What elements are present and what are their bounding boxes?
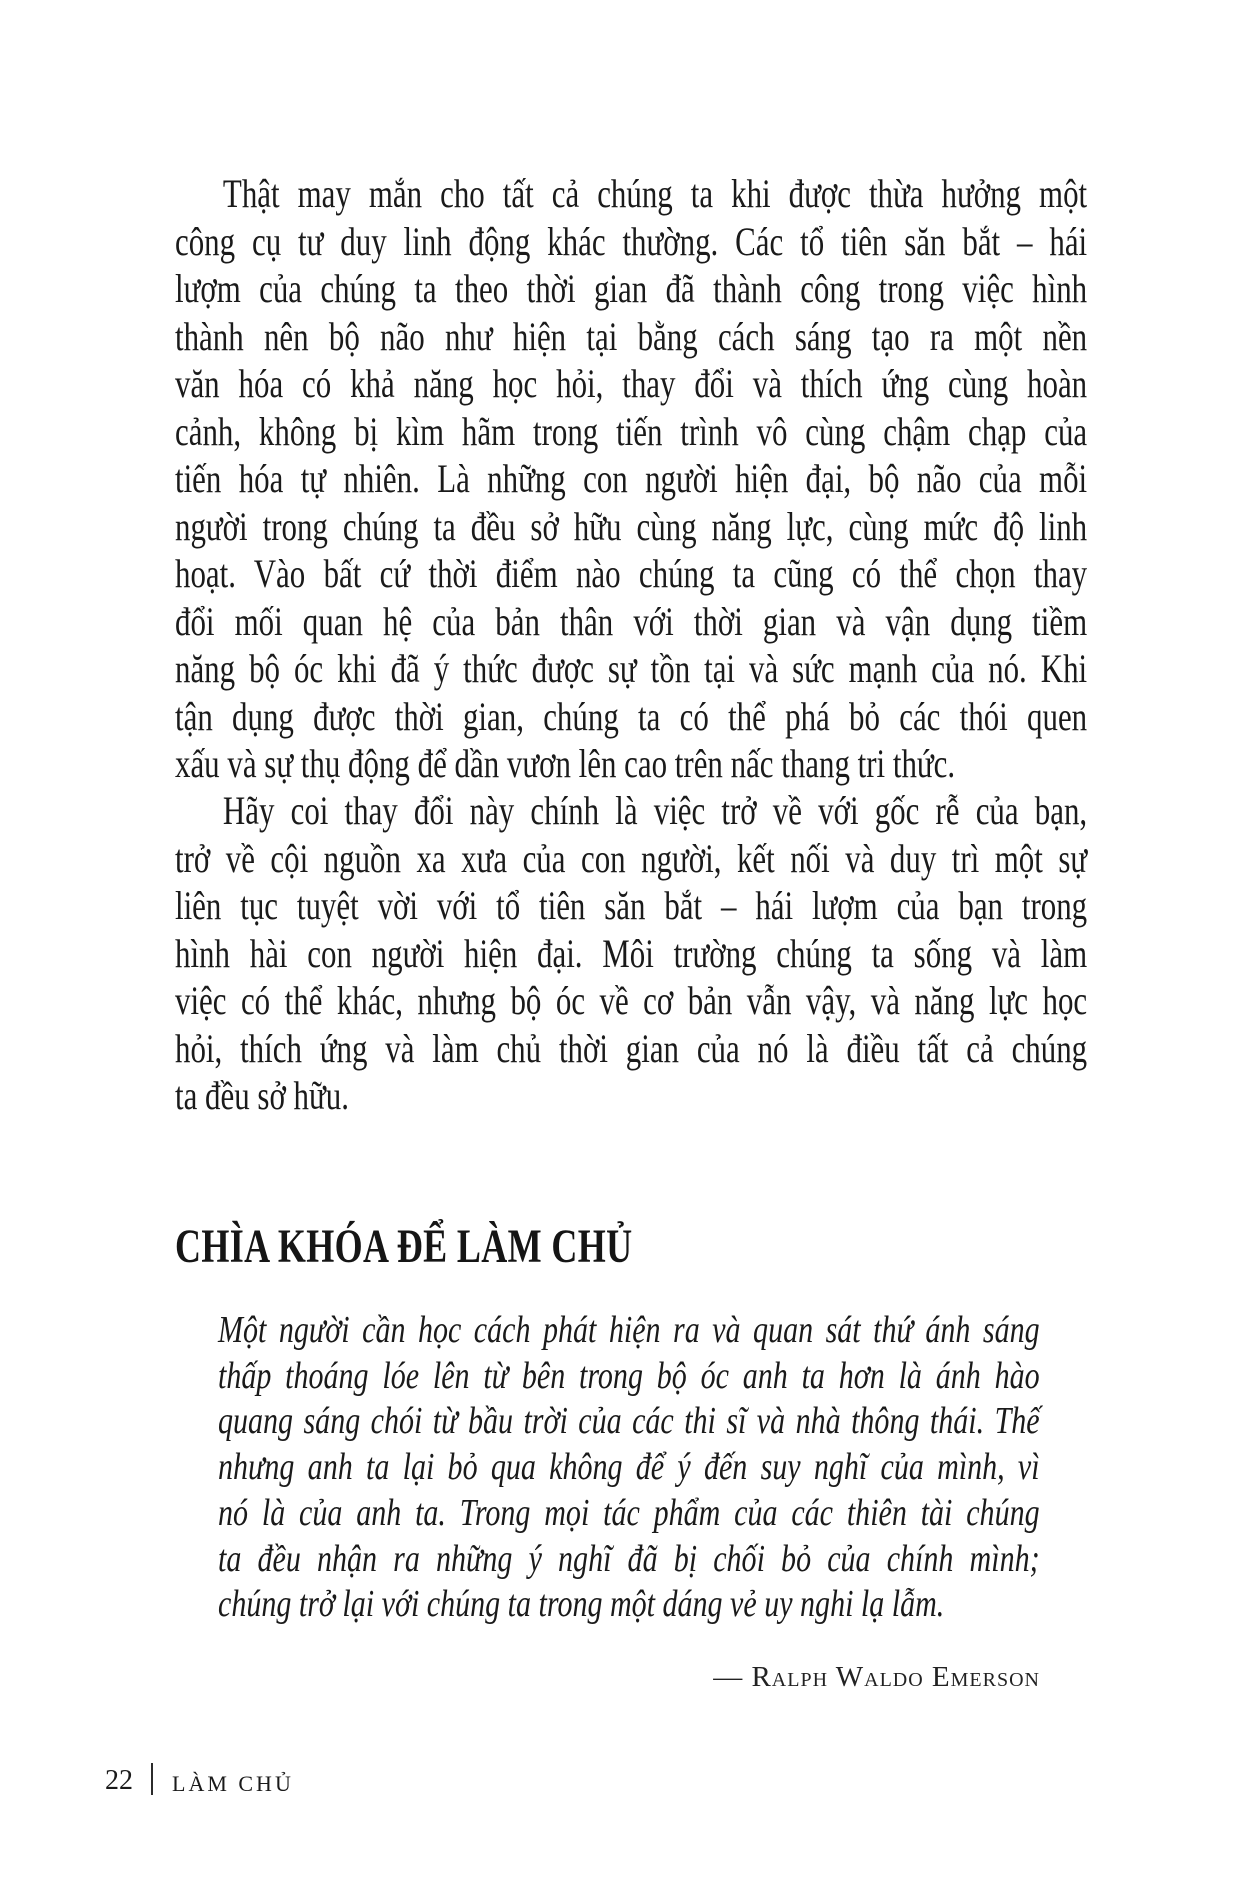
quote-line: nó là của anh ta. Trong mọi tác phẩm của các thiên tài chúng: [218, 1491, 1040, 1534]
footer-divider: [151, 1763, 153, 1795]
text-line: hình hài con người hiện đại. Môi trường chúng ta sống và làm: [175, 930, 1088, 976]
text-line: người trong chúng ta đều sở hữu cùng năng lực, cùng mức độ linh: [175, 503, 1088, 549]
text-line: hoạt. Vào bất cứ thời điểm nào chúng ta cũng có thể chọn thay: [175, 551, 1088, 596]
quote-line: quang sáng chói từ bầu trời của các thi sĩ và nhà thông thái. Thế: [218, 1400, 1040, 1443]
quote-line: ta đều nhận ra những ý nghĩ đã bị chối bỏ của chính mình;: [218, 1537, 1040, 1580]
text-line: năng bộ óc khi đã ý thức được sự tồn tại và sức mạnh của nó. Khi: [175, 646, 1088, 691]
text-line: việc có thể khác, nhưng bộ óc về cơ bản vẫn vậy, và năng lực học: [175, 978, 1088, 1023]
text-line: đổi mối quan hệ của bản thân với thời gian và vận dụng tiềm: [175, 598, 1088, 644]
running-title: LÀM CHỦ: [172, 1771, 294, 1796]
quote-line: Một người cần học cách phát hiện ra và quan sát thứ ánh sáng: [218, 1309, 1040, 1351]
text-line: tiến hóa tự nhiên. Là những con người hiện đại, bộ não của mỗi: [175, 456, 1088, 501]
text-line: Hãy coi thay đổi này chính là việc trở về với gốc rễ của bạn,: [222, 788, 1088, 833]
text-line: công cụ tư duy linh động khác thường. Các tổ tiên săn bắt – hái: [175, 218, 1088, 264]
block-quote: [218, 1308, 1040, 1628]
text-line: xấu và sự thụ động để dần vươn lên cao trên nấc thang tri thức.: [175, 741, 956, 786]
quote-line: nhưng anh ta lại bỏ qua không để ý đến suy nghĩ của mình, vì: [218, 1446, 1040, 1489]
page-number: 22: [105, 1765, 133, 1796]
text-line: liên tục tuyệt vời với tổ tiên săn bắt – hái lượm của bạn trong: [175, 883, 1088, 928]
text-line: lượm của chúng ta theo thời gian đã thành công trong việc hình: [175, 266, 1088, 311]
quote-line: chúng trở lại với chúng ta trong một dáng vẻ uy nghi lạ lẫm.: [218, 1583, 945, 1626]
quote-attribution: — Ralph Waldo Emerson: [713, 1661, 1040, 1693]
paragraph-2: [175, 787, 1087, 1120]
section-heading: CHÌA KHÓA ĐỂ LÀM CHỦ: [175, 1220, 633, 1273]
text-line: trở về cội nguồn xa xưa của con người, kết nối và duy trì một sự: [175, 835, 1088, 881]
text-line: thành nên bộ não như hiện tại bằng cách sáng tạo ra một nền: [175, 313, 1088, 359]
text-line: tận dụng được thời gian, chúng ta có thể phá bỏ các thói quen: [175, 693, 1088, 739]
text-line: hỏi, thích ứng và làm chủ thời gian của nó là điều tất cả chúng: [175, 1025, 1088, 1071]
quote-line: thấp thoáng lóe lên từ bên trong bộ óc anh ta hơn là ánh hào: [218, 1354, 1040, 1397]
text-line: ta đều sở hữu.: [175, 1073, 349, 1118]
text-line: văn hóa có khả năng học hỏi, thay đổi và thích ứng cùng hoàn: [175, 361, 1088, 406]
paragraph-1: [175, 170, 1087, 788]
text-line: cảnh, không bị kìm hãm trong tiến trình vô cùng chậm chạp của: [175, 408, 1088, 454]
text-line: Thật may mắn cho tất cả chúng ta khi được thừa hưởng một: [222, 171, 1088, 216]
